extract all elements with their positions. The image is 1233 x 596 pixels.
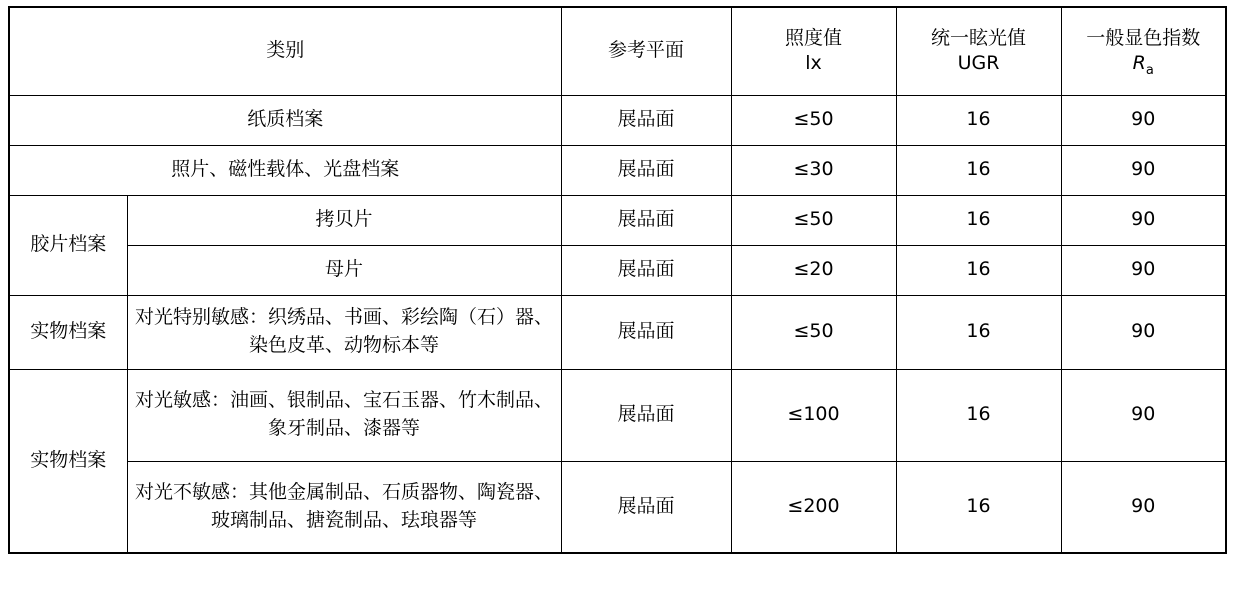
row-reference-plane: 展品面 (561, 195, 731, 245)
row-ra: 90 (1061, 145, 1226, 195)
row-ra: 90 (1061, 195, 1226, 245)
row-ugr: 16 (896, 461, 1061, 553)
table-row (9, 145, 1226, 195)
header-ugr (896, 7, 1061, 95)
row-ra: 90 (1061, 369, 1226, 461)
table-row (9, 195, 1226, 245)
header-category: 类别 (9, 7, 561, 95)
header-ra-line2 (1068, 51, 1220, 77)
row-ugr: 16 (896, 295, 1061, 369)
row-ugr: 16 (896, 145, 1061, 195)
row-ra: 90 (1061, 295, 1226, 369)
row-illuminance: ≤20 (731, 245, 896, 295)
table-row (9, 461, 1226, 553)
row-category-group: 实物档案 (9, 295, 127, 369)
table-row (9, 95, 1226, 145)
header-ra-symbol: R (1132, 52, 1146, 75)
header-illuminance (731, 7, 896, 95)
row-category: 对光特别敏感：织绣品、书画、彩绘陶（石）器、染色皮革、动物标本等 (127, 295, 561, 369)
row-reference-plane: 展品面 (561, 369, 731, 461)
row-category: 照片、磁性载体、光盘档案 (9, 145, 561, 195)
table-row (9, 295, 1226, 369)
row-ra: 90 (1061, 95, 1226, 145)
header-ra (1061, 7, 1226, 95)
row-ugr: 16 (896, 95, 1061, 145)
row-ra: 90 (1061, 245, 1226, 295)
row-reference-plane: 展品面 (561, 295, 731, 369)
row-category: 母片 (127, 245, 561, 295)
row-category: 拷贝片 (127, 195, 561, 245)
row-reference-plane: 展品面 (561, 461, 731, 553)
row-category-group: 实物档案 (9, 369, 127, 553)
row-category: 对光敏感：油画、银制品、宝石玉器、竹木制品、象牙制品、漆器等 (127, 369, 561, 461)
lighting-standard-table (8, 6, 1227, 554)
row-illuminance: ≤50 (731, 295, 896, 369)
header-ra-subscript: a (1145, 62, 1154, 78)
table-row (9, 245, 1226, 295)
row-illuminance: ≤200 (731, 461, 896, 553)
header-ugr-line2: UGR (957, 52, 1000, 75)
row-reference-plane: 展品面 (561, 245, 731, 295)
header-illuminance-unit: lx (805, 52, 822, 75)
row-ugr: 16 (896, 195, 1061, 245)
row-reference-plane: 展品面 (561, 145, 731, 195)
row-ugr: 16 (896, 245, 1061, 295)
header-illuminance-line1: 照度值 (785, 26, 843, 49)
row-category: 纸质档案 (9, 95, 561, 145)
table-header-row (9, 7, 1226, 95)
row-category: 对光不敏感：其他金属制品、石质器物、陶瓷器、玻璃制品、搪瓷制品、珐琅器等 (127, 461, 561, 553)
row-illuminance: ≤50 (731, 95, 896, 145)
row-category-group: 胶片档案 (9, 195, 127, 295)
table-row (9, 369, 1226, 461)
header-reference-plane: 参考平面 (561, 7, 731, 95)
row-ra: 90 (1061, 461, 1226, 553)
header-ra-line1: 一般显色指数 (1086, 26, 1201, 49)
header-ugr-line1: 统一眩光值 (931, 26, 1027, 49)
row-reference-plane: 展品面 (561, 95, 731, 145)
row-illuminance: ≤100 (731, 369, 896, 461)
row-illuminance: ≤50 (731, 195, 896, 245)
row-ugr: 16 (896, 369, 1061, 461)
row-illuminance: ≤30 (731, 145, 896, 195)
